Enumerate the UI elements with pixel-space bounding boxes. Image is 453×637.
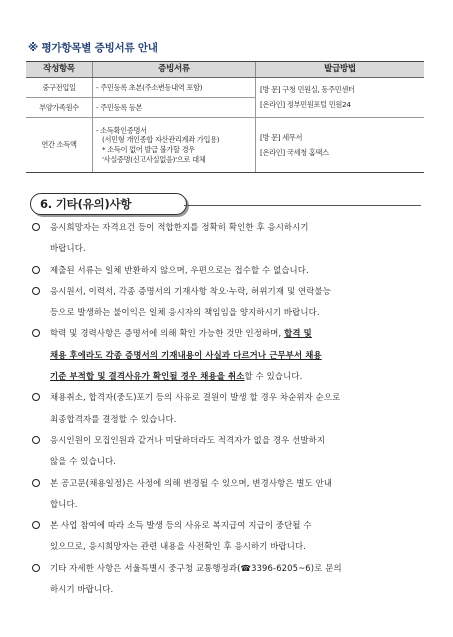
documents-table <box>26 61 424 173</box>
list-item: 본 사업 참여에 따라 소득 발생 등의 사유로 복지급여 지급이 중단될 수 있으므로, 응시희망자는 관련 내용을 사전확인 후 응시하기 바랍니다. <box>32 515 424 558</box>
bullet-icon <box>32 329 40 337</box>
list-item: 본 공고문(채용일정)은 사정에 의해 변경될 수 있으며, 변경사항은 별도 안내 합니다. <box>32 473 424 516</box>
list-item: 응시희망자는 자격요건 등이 적합한지를 정확히 확인한 후 응시하시기 바랍니다. <box>32 217 424 260</box>
list-item: 응시원서, 이력서, 각종 증명서의 기재사항 착오·누락, 허위기재 및 연락불능 등으로 발생하는 불이익은 일체 응시자의 책임임을 양지하시기 바랍니다. <box>32 281 424 324</box>
row-docs: - 주민등록 초본(주소변동내역 포함) <box>93 78 256 98</box>
notice-list <box>32 217 424 600</box>
row-item: 부양가족원수 <box>26 98 93 118</box>
header-item: 작성항목 <box>26 62 93 78</box>
bullet-icon <box>32 436 40 444</box>
row-docs: - 소득확인증명서 (서민형 개인종합 자산관리계좌 가입용) * 소득이 없어 발급 불가할 경우 '사실증명(신고사실없음)'으로 대체 <box>93 118 256 173</box>
header-docs: 증빙서류 <box>93 62 256 78</box>
row-item: 중구전입일 <box>26 78 93 98</box>
bullet-icon <box>32 479 40 487</box>
bullet-icon <box>32 393 40 401</box>
bullet-icon <box>32 223 40 231</box>
bullet-icon <box>32 287 40 295</box>
emphasis-text: 기준 부적합 및 결격사유가 확인될 경우 채용을 취소 <box>50 371 245 382</box>
section6-heading <box>30 193 187 215</box>
list-item: 채용취소, 합격자(중도)포기 등의 사유로 결원이 발생 할 경우 차순위자 순으로 최종합격자를 결정할 수 있습니다. <box>32 387 424 430</box>
table-header-row <box>26 62 424 78</box>
method-cell: [방 문] 구청 민원실, 동주민센터 [온라인] 정부민원포털 민원24 <box>256 78 425 118</box>
header-method: 발급방법 <box>256 62 425 78</box>
row-item: 연간 소득액 <box>26 118 93 173</box>
method-cell: [방 문] 세무서 [온라인] 국세청 홈택스 <box>256 118 425 173</box>
bullet-icon <box>32 564 40 572</box>
bullet-icon <box>32 521 40 529</box>
row-docs: - 주민등록 등본 <box>93 98 256 118</box>
divider <box>184 205 421 206</box>
list-item: 학력 및 경력사항은 증명서에 의해 확인 가능한 것만 인정하며, 합격 및 채용 후에라도 각종 증명서의 기재내용이 사실과 다르거나 근무부서 채용 기준 부적합 및 결격사유가 확인될 경우 채용을 취소할 수 있습니다. <box>32 323 424 387</box>
emphasis-text: 합격 및 <box>284 328 312 339</box>
bullet-icon <box>32 266 40 274</box>
list-item: 기타 자세한 사항은 서울특별시 중구청 교통행정과(☎3396-6205~6)로 문의 하시기 바랍니다. <box>32 558 424 601</box>
table-row <box>26 78 424 98</box>
list-item: 제출된 서류는 일체 반환하지 않으며, 우편으로는 접수할 수 없습니다. <box>32 260 424 281</box>
section-title: ※ 평가항목별 증빙서류 안내 <box>28 42 158 54</box>
list-item: 응시인원이 모집인원과 같거나 미달하더라도 적격자가 없을 경우 선발하지 않을 수 있습니다. <box>32 430 424 473</box>
emphasis-text: 채용 후에라도 각종 증명서의 기재내용이 사실과 다르거나 근무부서 채용 <box>50 349 322 360</box>
table-row <box>26 118 424 173</box>
section6-title: 6. 기타(유의)사항 <box>40 197 132 211</box>
